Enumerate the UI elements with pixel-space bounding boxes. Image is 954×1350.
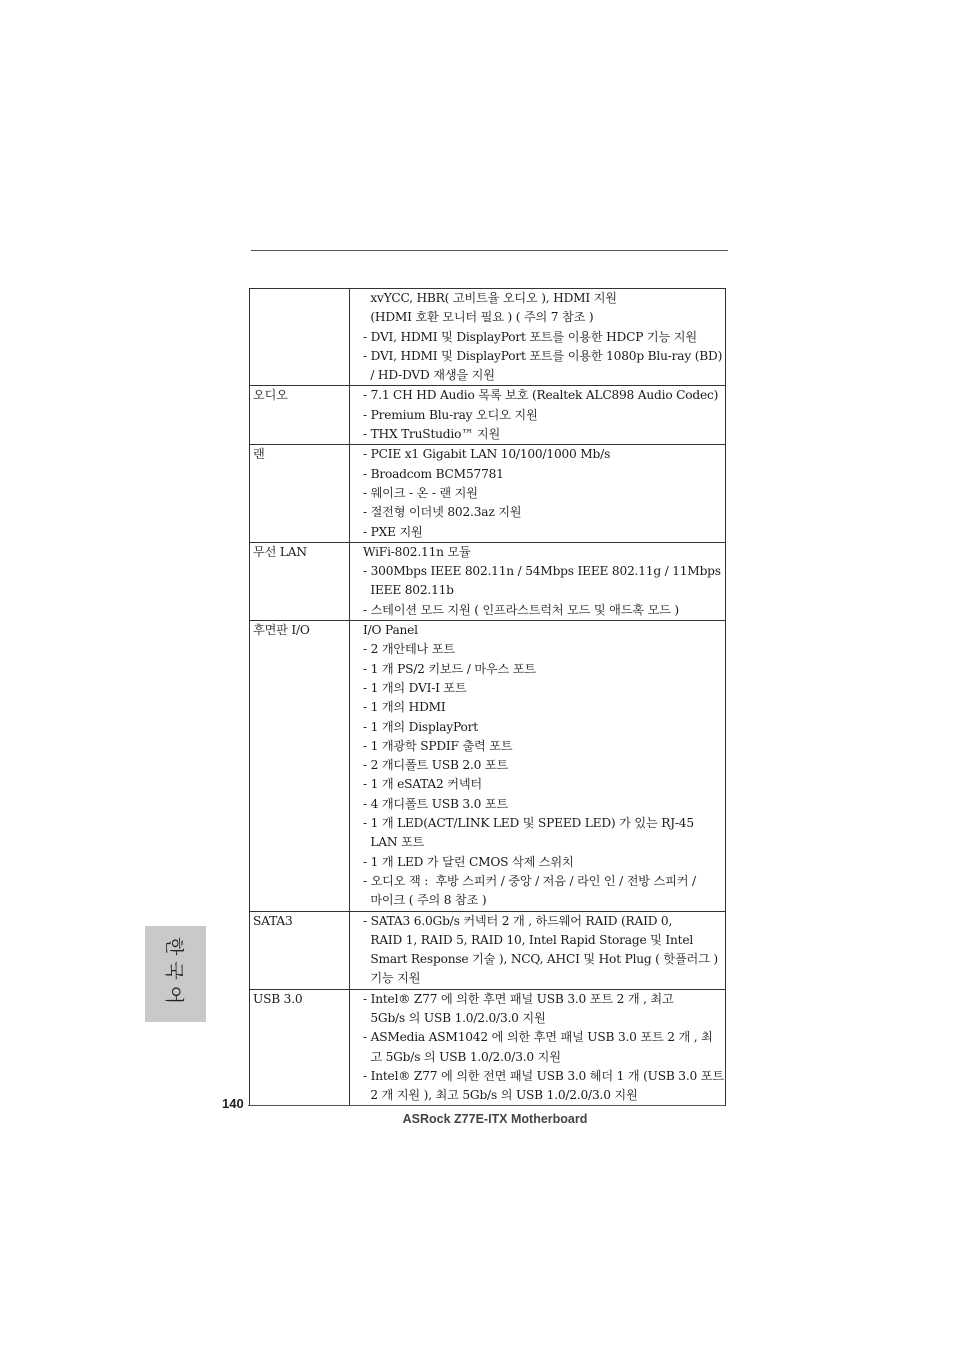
- spec-row: [250, 542, 726, 620]
- spec-line: / HD-DVD 재생을 지원: [363, 368, 495, 383]
- spec-row: [250, 445, 726, 542]
- spec-line: - DVI, HDMI 및 DisplayPort 포트를 이용한 1080p Blu-ray (BD): [363, 348, 723, 363]
- spec-content-cell: [350, 911, 726, 989]
- spec-line: - ASMedia ASM1042 에 의한 후면 패널 USB 3.0 포트 2 개 , 최: [363, 1030, 713, 1045]
- spec-line: - DVI, HDMI 및 DisplayPort 포트를 이용한 HDCP 기능 지원: [363, 329, 697, 344]
- spec-line: I/O Panel: [363, 623, 418, 638]
- spec-line: - 스테이션 모드 지원 ( 인프라스트럭처 모드 및 애드혹 모드 ): [363, 602, 679, 617]
- spec-line: RAID 1, RAID 5, RAID 10, Intel Rapid Storage 및 Intel: [363, 932, 694, 947]
- spec-line: xvYCC, HBR( 고비트율 오디오 ), HDMI 지원: [363, 291, 617, 305]
- spec-line: 2 개 지원 ), 최고 5Gb/s 의 USB 1.0/2.0/3.0 지원: [363, 1088, 638, 1103]
- spec-line: - 7.1 CH HD Audio 목록 보호 (Realtek ALC898 Audio Codec): [363, 388, 719, 403]
- spec-content-cell: [350, 989, 726, 1106]
- spec-line: - THX TruStudio™ 지원: [363, 427, 501, 442]
- spec-table: [249, 288, 726, 1106]
- spec-row: [250, 911, 726, 989]
- spec-label-cell: [250, 542, 350, 620]
- spec-label-cell: [250, 445, 350, 542]
- spec-line: 마이크 ( 주의 8 참조 ): [363, 893, 487, 908]
- spec-content-cell: [350, 386, 726, 445]
- spec-line: WiFi-802.11n 모듈: [363, 544, 471, 559]
- spec-content-cell: [350, 621, 726, 911]
- spec-line: - Intel® Z77 에 의한 전면 패널 USB 3.0 헤더 1 개 (USB 3.0 포트: [363, 1068, 724, 1083]
- spec-line: - 1 개의 DVI-I 포트: [363, 680, 467, 695]
- spec-content-cell: [350, 289, 726, 386]
- spec-line: - 1 개 LED 가 달린 CMOS 삭제 스위치: [363, 854, 574, 869]
- spec-row: [250, 989, 726, 1106]
- spec-line: - 1 개 LED(ACT/LINK LED 및 SPEED LED) 가 있는 RJ-45: [363, 816, 694, 831]
- spec-label: 무선 LAN: [253, 544, 307, 559]
- spec-line: - 4 개디폴트 USB 3.0 포트: [363, 796, 509, 811]
- spec-line: (HDMI 호환 모니터 필요 ) ( 주의 7 참조 ): [363, 310, 594, 325]
- language-tab-label: 한국어: [163, 937, 185, 1011]
- page-number: 140: [222, 1096, 244, 1111]
- spec-line: - 절전형 이더넷 802.3az 지원: [363, 505, 522, 520]
- top-divider: [251, 250, 728, 251]
- spec-line: LAN 포트: [363, 835, 425, 850]
- spec-label: 후면판 I/O: [253, 623, 310, 638]
- spec-line: 5Gb/s 의 USB 1.0/2.0/3.0 지원: [363, 1010, 546, 1025]
- spec-label: SATA3: [253, 913, 293, 928]
- spec-label-cell: [250, 621, 350, 911]
- spec-content-cell: [350, 445, 726, 542]
- spec-label-cell: [250, 289, 350, 386]
- spec-line: - SATA3 6.0Gb/s 커넥터 2 개 , 하드웨어 RAID (RAID 0,: [363, 913, 673, 928]
- spec-line: - 1 개 eSATA2 커넥터: [363, 777, 482, 792]
- spec-line: - PXE 지원: [363, 524, 423, 539]
- spec-content-cell: [350, 542, 726, 620]
- spec-label-cell: [250, 989, 350, 1106]
- spec-line: 고 5Gb/s 의 USB 1.0/2.0/3.0 지원: [363, 1049, 561, 1064]
- spec-line: - Broadcom BCM57781: [363, 466, 504, 481]
- spec-label: 랜: [253, 447, 265, 462]
- spec-line: - 1 개광학 SPDIF 출력 포트: [363, 738, 513, 753]
- spec-line: IEEE 802.11b: [363, 583, 454, 598]
- spec-label: [253, 289, 349, 308]
- spec-line: - 웨이크 - 온 - 랜 지원: [363, 485, 478, 500]
- spec-line: - 1 개의 HDMI: [363, 700, 446, 715]
- spec-label-cell: [250, 911, 350, 989]
- spec-row: [250, 621, 726, 911]
- spec-line: - PCIE x1 Gigabit LAN 10/100/1000 Mb/s: [363, 447, 611, 462]
- spec-line: Smart Response 기술 ), NCQ, AHCI 및 Hot Plug ( 핫플러그 ): [363, 952, 718, 967]
- spec-line: - 1 개 PS/2 키보드 / 마우스 포트: [363, 661, 536, 676]
- spec-table-body: [250, 289, 726, 1106]
- footer-title: ASRock Z77E-ITX Motherboard: [402, 1112, 588, 1126]
- spec-line: - 300Mbps IEEE 802.11n / 54Mbps IEEE 802.11g / 11Mbps: [363, 564, 721, 579]
- spec-row: [250, 289, 726, 386]
- spec-line: - 1 개의 DisplayPort: [363, 719, 478, 734]
- spec-label: 오디오: [253, 388, 288, 403]
- spec-line: 기능 지원: [363, 971, 421, 986]
- spec-line: - Intel® Z77 에 의한 후면 패널 USB 3.0 포트 2 개 , 최고: [363, 991, 674, 1006]
- spec-label: USB 3.0: [253, 991, 303, 1006]
- spec-line: - 2 개디폴트 USB 2.0 포트: [363, 758, 509, 773]
- language-tab: [145, 926, 206, 1022]
- spec-line: - 오디오 잭 : 후방 스피커 / 중앙 / 저음 / 라인 인 / 전방 스피커 /: [363, 873, 696, 888]
- spec-label-cell: [250, 386, 350, 445]
- spec-row: [250, 386, 726, 445]
- spec-line: - 2 개안테나 포트: [363, 642, 455, 657]
- spec-line: - Premium Blu-ray 오디오 지원: [363, 407, 538, 422]
- bottom-divider: [248, 1105, 725, 1106]
